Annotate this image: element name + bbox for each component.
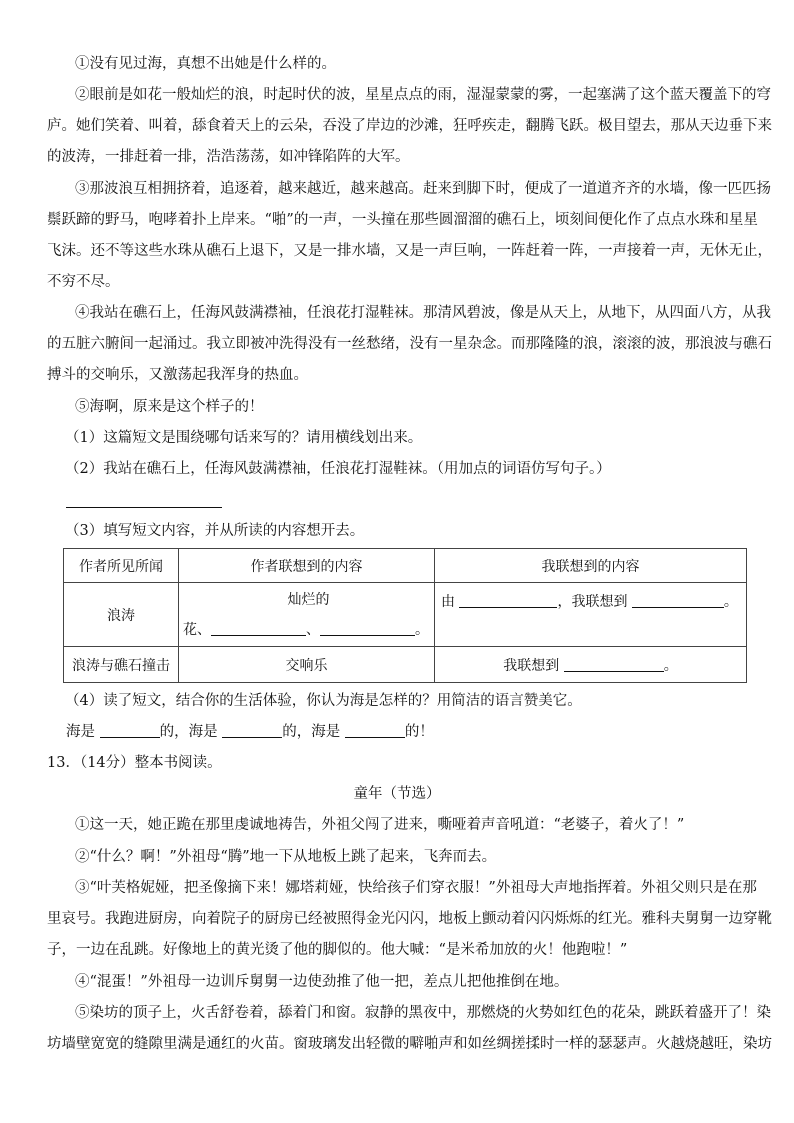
- excerpt-line-3: ③“叶芙格妮娅，把圣像摘下来！娜塔莉娅，快给孩子们穿衣服！”外祖母大声地指挥着。外祖父则只是在那: [75, 880, 757, 896]
- answer-blank-sea-2[interactable]: [222, 722, 282, 738]
- excerpt-line-5: 子，一边在乱跳。好像地上的黄光烫了他的脚似的。他大喊：“是米希加放的火！他跑啦！”: [47, 942, 628, 958]
- header-my-assoc: 我联想到的内容: [435, 549, 747, 583]
- answer-blank-q2[interactable]: [66, 492, 222, 508]
- header-author-assoc: 作者联想到的内容: [179, 549, 435, 583]
- mine-end-text: 。: [723, 594, 738, 610]
- table-row: [64, 583, 747, 647]
- answer-blank-flower-1[interactable]: [211, 620, 306, 636]
- association-table: [63, 548, 747, 683]
- cell-my-assoc-waves: [435, 583, 747, 647]
- assoc-end-text: 。: [415, 621, 429, 638]
- cell-seen-collision: 浪涛与礁石撞击: [64, 647, 179, 683]
- cell-author-assoc-waves: [179, 583, 435, 647]
- mine-prefix-text: 由: [441, 594, 455, 610]
- passage-line-9: ④我站在礁石上，任海风鼓满襟袖，任浪花打湿鞋袜。那清风碧波，像是从天上，从地下，从四面八方，从我: [75, 305, 771, 321]
- answer-blank-sea-1[interactable]: [100, 722, 160, 738]
- excerpt-line-7: ⑤染坊的顶子上，火舌舒卷着，舔着门和窗。寂静的黑夜中，那燃烧的火势如红色的花朵，跳跃着盛开了！染: [75, 1005, 771, 1021]
- cell-seen-waves: 浪涛: [64, 583, 179, 647]
- table-row: [64, 647, 747, 683]
- passage-line-8: 不穷不尽。: [47, 274, 120, 290]
- mine2-prefix-text: 我联想到: [503, 657, 560, 674]
- passage-line-7: 飞沫。还不等这些水珠从礁石上退下，又是一排水墙，又是一声巨响，一阵赶着一阵，一声接着一声，无休无止，: [47, 243, 772, 259]
- passage-line-10: 的五脏六腑间一起涌过。我立即被冲洗得没有一丝愁绪，没有一星杂念。而那隆隆的浪，滚滚的波，那浪波与礁石: [47, 336, 772, 352]
- assoc-mid-text: 、: [306, 621, 320, 638]
- answer-blank-sea-3[interactable]: [345, 722, 405, 738]
- passage-line-1: ①没有见过海，真想不出她是什么样的。: [75, 56, 336, 72]
- passage-line-5: ③那波浪互相拥挤着，追逐着，越来越近，越来越高。赶来到脚下时，便成了一道道齐齐的水墙，像一匹匹扬: [75, 181, 771, 197]
- question-1: （1）这篇短文是围绕哪句话来写的？请用横线划出来。: [65, 430, 423, 446]
- question-13-heading: 13．（14分）整本书阅读。: [47, 755, 222, 771]
- excerpt-line-8: 坊墙壁宽宽的缝隙里满是通红的火苗。窗玻璃发出轻微的噼啪声和如丝绸搓揉时一样的瑟瑟声。火越烧越旺，染坊: [47, 1036, 772, 1052]
- cell-author-assoc-symphony: 交响乐: [179, 647, 435, 683]
- q4-text-d: 的！: [404, 724, 434, 740]
- assoc-top-text: 灿烂的: [287, 591, 330, 608]
- mine2-end-text: 。: [663, 657, 678, 674]
- question-3: （3）填写短文内容，并从所读的内容想开去。: [65, 523, 365, 539]
- q4-text-c: 的，海是: [282, 724, 341, 740]
- passage-line-3: 庐。她们笑着、叫着，舔食着天上的云朵，吞没了岸边的沙滩，狂呼疾走，翻腾飞跃。极目望去，那从天边垂下来: [47, 118, 772, 134]
- excerpt-line-2: ②“什么？啊！”外祖母“腾”地一下从地板上跳了起来，飞奔而去。: [75, 849, 497, 865]
- assoc-prefix-text: 花、: [183, 621, 211, 638]
- passage-line-6: 鬃跃蹄的野马，咆哮着扑上岸来。“啪”的一声，一头撞在那些圆溜溜的礁石上，顷刻间便化作了点点水珠和星星: [47, 212, 758, 228]
- cell-my-assoc-symphony: [435, 647, 747, 683]
- answer-blank-think-2[interactable]: [564, 656, 664, 672]
- passage-line-12: ⑤海啊，原来是这个样子的！: [75, 399, 264, 415]
- excerpt-line-1: ①这一天，她正跪在那里虔诚地祷告，外祖父闯了进来，嘶哑着声音吼道：“老婆子，着火了！”: [75, 817, 685, 833]
- passage-line-4: 的波涛，一排赶着一排，浩浩荡荡，如冲锋陷阵的大军。: [47, 149, 410, 165]
- q4-text-b: 的，海是: [159, 724, 218, 740]
- answer-blank-flower-2[interactable]: [320, 620, 415, 636]
- q4-answer-line: [66, 717, 776, 748]
- excerpt-line-6: ④“混蛋！”外祖母一边训斥舅舅一边使劲推了他一把，差点儿把他推倒在地。: [75, 974, 569, 990]
- answer-blank-from[interactable]: [459, 592, 557, 608]
- excerpt-title: 童年（节选）: [353, 786, 441, 802]
- mine-mid-text: ，我联想到: [557, 594, 628, 610]
- passage-line-11: 搏斗的交响乐，又激荡起我浑身的热血。: [47, 367, 308, 383]
- header-seen: 作者所见所闻: [64, 549, 179, 583]
- answer-blank-think-1[interactable]: [632, 592, 724, 608]
- excerpt-line-4: 里哀号。我跑进厨房，向着院子的厨房已经被照得金光闪闪，地板上颤动着闪闪烁烁的红光。雅科夫舅舅一边穿靴: [47, 911, 772, 927]
- passage-line-2: ②眼前是如花一般灿烂的浪，时起时伏的波，星星点点的雨，湿湿蒙蒙的雾，一起塞满了这个蓝天覆盖下的穹: [75, 87, 771, 103]
- question-2: （2）我站在礁石上，任海风鼓满襟袖，任浪花打湿鞋袜。（用加点的词语仿写句子。）: [65, 461, 611, 477]
- question-4: （4）读了短文，结合你的生活体验，你认为海是怎样的？用简洁的语言赞美它。: [65, 693, 582, 709]
- table-header-row: [64, 549, 747, 583]
- q4-text-a: 海是: [66, 724, 95, 740]
